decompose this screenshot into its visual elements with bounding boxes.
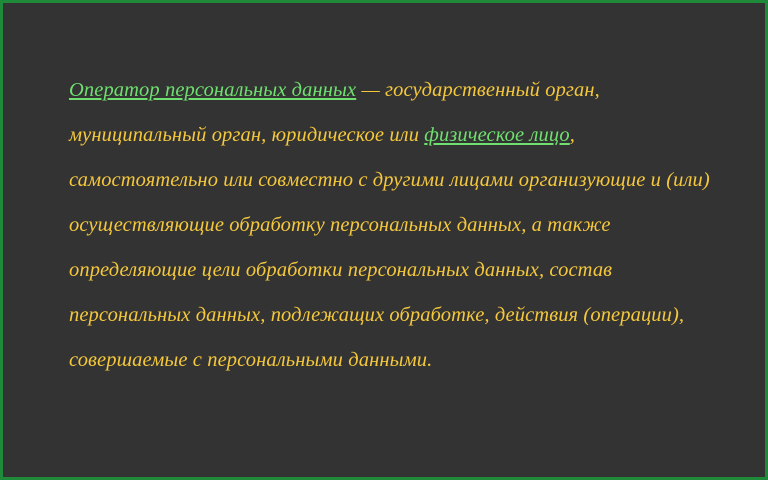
term-natural-person-link[interactable]: физическое лицо <box>424 123 570 146</box>
definition-paragraph <box>69 68 729 383</box>
term-operator-link[interactable]: Оператор персональных данных <box>69 78 357 101</box>
definition-text-part-2: , самостоятельно или совместно с другими лицами организующие и (или) осуществляющие обработку персональных данных, а также определяющие цели обработки персональных данных, состав персональных данных, подлежащих обработке, действия (операции), совершаемые с персональными данными. <box>69 123 710 371</box>
definition-text-part-1: государственный орган, муниципальный орган, юридическое или <box>69 78 600 146</box>
em-dash-separator: — <box>356 78 386 101</box>
